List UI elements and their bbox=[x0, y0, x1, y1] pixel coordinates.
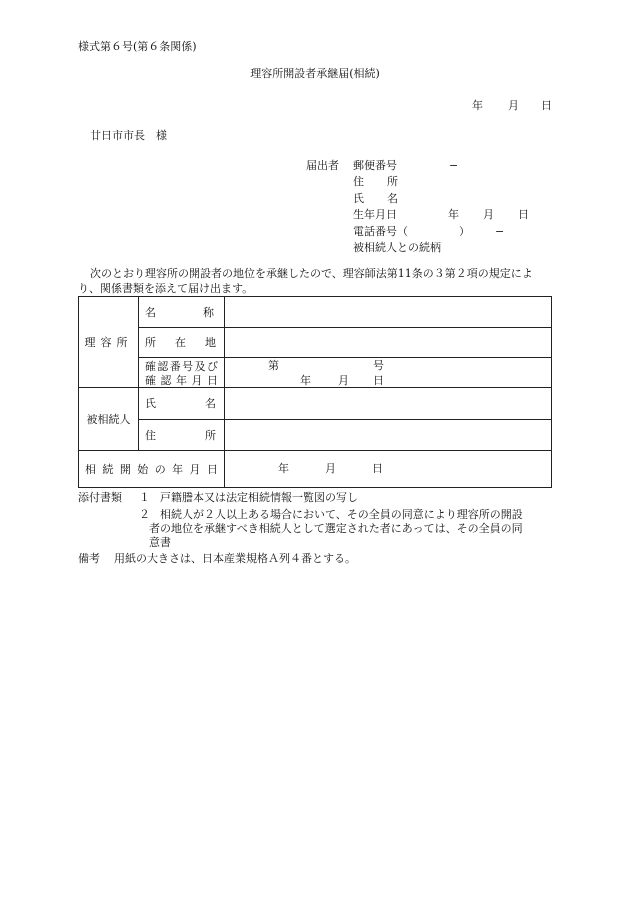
confirmation-year-label: 年 bbox=[300, 374, 311, 387]
form-title: 理容所開設者承継届(相続) bbox=[250, 67, 380, 80]
confirmation-no-prefix: 第 bbox=[268, 359, 279, 372]
birth-day-label: 日 bbox=[518, 208, 529, 222]
name-label-1: 氏 bbox=[353, 191, 364, 205]
decedent-name-field[interactable] bbox=[225, 388, 552, 420]
location-row bbox=[79, 328, 552, 358]
name-row[interactable] bbox=[353, 193, 441, 209]
birth-year-label: 年 bbox=[448, 208, 459, 222]
decedent-group-label: 被相続人 bbox=[79, 388, 139, 451]
relationship-label: 被相続人との続柄 bbox=[353, 240, 441, 254]
applicant-label: 届出者 bbox=[306, 159, 339, 172]
inheritance-day-label: 日 bbox=[372, 462, 383, 475]
date-month-label: 月 bbox=[508, 99, 519, 112]
phone-close-paren: ） bbox=[459, 224, 470, 238]
inheritance-start-label: 相 続 開 始 の 年 月 日 bbox=[79, 451, 225, 488]
confirmation-field[interactable] bbox=[225, 358, 552, 388]
name-label-2: 名 bbox=[387, 191, 398, 205]
confirmation-label: 確 認 番 号 及 び 確 認 年 月 日 bbox=[139, 358, 225, 388]
date-day-label: 日 bbox=[541, 99, 552, 112]
decedent-address-label: 住 所 bbox=[139, 420, 225, 451]
attachments-label: 添付書類 bbox=[78, 491, 122, 504]
remarks-label: 備考 bbox=[78, 552, 100, 565]
decedent-name-label: 氏 名 bbox=[139, 388, 225, 420]
location-label: 所 在 地 bbox=[139, 328, 225, 358]
attachment-1-number: １ bbox=[139, 491, 150, 504]
postal-dash: − bbox=[449, 159, 459, 172]
shop-name-row bbox=[79, 297, 552, 328]
confirmation-day-label: 日 bbox=[373, 374, 384, 387]
notification-table bbox=[78, 296, 552, 488]
relationship-row[interactable] bbox=[353, 242, 441, 258]
postal-code-label: 郵便番号 bbox=[353, 159, 397, 172]
confirmation-no-suffix: 号 bbox=[373, 359, 384, 372]
birth-month-label: 月 bbox=[483, 208, 494, 222]
body-text: 次のとおり理容所の開設者の地位を承継したので、理容師法第11条の３第２項の規定により、関係書類を添えて届け出ます。 bbox=[78, 267, 533, 295]
phone-row[interactable] bbox=[353, 224, 505, 242]
decedent-name-row bbox=[79, 388, 552, 420]
phone-dash: − bbox=[495, 224, 505, 238]
attachment-2-line-2: 者の地位を承継すべき相続人として選定された者にあっては、その全員の同 bbox=[149, 522, 523, 535]
addressee: 廿日市市長 様 bbox=[90, 129, 167, 142]
address-label-1: 住 bbox=[353, 175, 364, 189]
inheritance-start-row bbox=[79, 451, 552, 488]
applicant-block bbox=[353, 159, 529, 258]
decedent-address-field[interactable] bbox=[225, 420, 552, 451]
attachment-2-number: ２ bbox=[139, 508, 150, 521]
shop-name-label: 名 称 bbox=[139, 297, 225, 328]
date-year-label: 年 bbox=[472, 99, 483, 112]
inheritance-year-label: 年 bbox=[278, 462, 289, 475]
confirmation-row bbox=[79, 358, 552, 388]
location-field[interactable] bbox=[225, 328, 552, 358]
inheritance-month-label: 月 bbox=[325, 462, 336, 475]
inheritance-start-field[interactable] bbox=[225, 451, 552, 488]
remarks-text: 用紙の大きさは、日本産業規格Ａ列４番とする。 bbox=[114, 552, 356, 565]
attachment-1-text: 戸籍謄本又は法定相続情報一覧図の写し bbox=[160, 491, 358, 504]
phone-label: 電話番号（ bbox=[353, 224, 408, 238]
confirmation-month-label: 月 bbox=[338, 374, 349, 387]
birthdate-label: 生年月日 bbox=[353, 208, 397, 222]
address-label-2: 所 bbox=[387, 175, 398, 189]
postal-code-row[interactable] bbox=[353, 159, 459, 176]
attachment-2-line-1: 相続人が２人以上ある場合において、その全員の同意により理容所の開設 bbox=[160, 508, 523, 521]
birthdate-row[interactable] bbox=[353, 208, 529, 225]
barbershop-group-label: 理容所 bbox=[79, 297, 139, 388]
decedent-address-row bbox=[79, 420, 552, 451]
address-row[interactable] bbox=[353, 176, 441, 192]
form-number: 様式第６号(第６条関係) bbox=[78, 40, 197, 53]
attachment-2-line-3: 意書 bbox=[149, 536, 171, 549]
shop-name-field[interactable] bbox=[225, 297, 552, 328]
